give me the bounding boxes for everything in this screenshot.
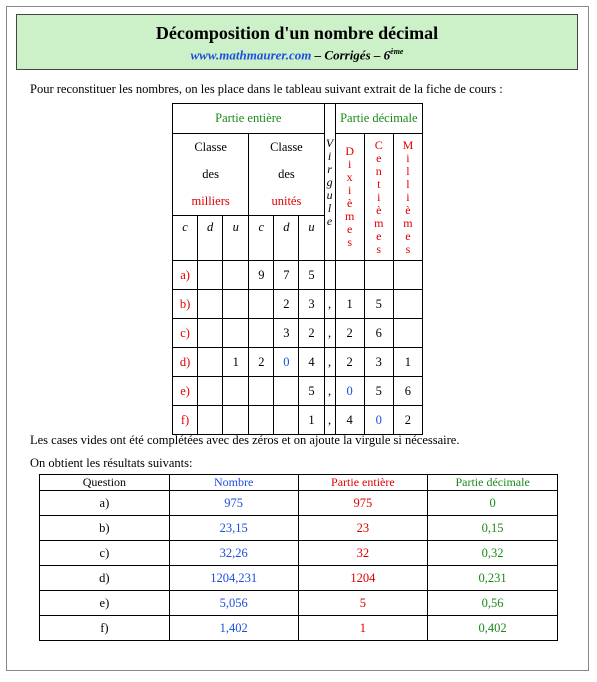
result-nombre: 5,056 (169, 591, 298, 616)
digit-cell (198, 290, 223, 319)
milliemes-header (393, 134, 422, 261)
centiemes-label: C e n t i è m e s (374, 137, 384, 256)
page-header (16, 14, 578, 70)
result-nombre: 1,402 (169, 616, 298, 641)
intro-text: Pour reconstituer les nombres, on les place dans le tableau suivant extrait de la fiche de cours : (30, 82, 503, 96)
digit-cell (198, 377, 223, 406)
digit-cell (393, 290, 422, 319)
row-label: d) (173, 348, 198, 377)
digit-cell: 3 (274, 319, 299, 348)
digit-cell (249, 406, 274, 435)
digit-cell: 2 (299, 319, 324, 348)
digit-cell: , (324, 348, 335, 377)
result-partie-decimale: 0,56 (428, 591, 558, 616)
place-value-table (172, 103, 423, 435)
milliers-label: milliers (191, 194, 230, 208)
table-row (40, 616, 558, 641)
result-partie-entiere: 5 (298, 591, 428, 616)
result-question: a) (40, 491, 170, 516)
header-partie-entiere: Partie entière (173, 104, 325, 134)
digit-cell: 3 (364, 348, 393, 377)
des-label: des (202, 167, 219, 181)
table-row (40, 541, 558, 566)
result-partie-entiere: 23 (298, 516, 428, 541)
digit-cell (198, 348, 223, 377)
digit-cell: 2 (393, 406, 422, 435)
digit-cell: 6 (393, 377, 422, 406)
digit-cell: 5 (299, 261, 324, 290)
digit-cell (223, 261, 249, 290)
digit-cell (223, 319, 249, 348)
classe-label: Classe (194, 140, 227, 154)
table-row (40, 516, 558, 541)
digit-cell: , (324, 290, 335, 319)
digit-cell (198, 406, 223, 435)
digit-cell (393, 319, 422, 348)
result-question: c) (40, 541, 170, 566)
digit-cell: 5 (364, 290, 393, 319)
subtitle-rest: – Corrigés – 6 (311, 47, 391, 63)
digit-cell: 2 (274, 290, 299, 319)
classe-label: Classe (270, 140, 303, 154)
digit-cell (249, 290, 274, 319)
table-row (40, 591, 558, 616)
digit-cell: 0 (364, 406, 393, 435)
result-nombre: 23,15 (169, 516, 298, 541)
row-label: b) (173, 290, 198, 319)
result-partie-decimale: 0,32 (428, 541, 558, 566)
result-partie-decimale: 0,402 (428, 616, 558, 641)
digit-cell: 5 (364, 377, 393, 406)
virgule-header (324, 104, 335, 261)
header-partie-decimale: Partie décimale (335, 104, 422, 134)
digit-cell: , (324, 377, 335, 406)
digit-cell: 1 (223, 348, 249, 377)
th-partie-decimale: Partie décimale (428, 475, 558, 491)
digit-cell (274, 377, 299, 406)
result-partie-entiere: 975 (298, 491, 428, 516)
row-label: a) (173, 261, 198, 290)
digit-cell (223, 377, 249, 406)
digit-cell: 0 (274, 348, 299, 377)
digit-cell (223, 406, 249, 435)
site-link[interactable]: www.mathmaurer.com (190, 47, 312, 63)
dixiemes-label: D i x i è m e s (344, 144, 355, 249)
result-partie-entiere: 1 (298, 616, 428, 641)
digit-cell (198, 261, 223, 290)
digit-cell (274, 406, 299, 435)
digit-cell: 6 (364, 319, 393, 348)
result-partie-decimale: 0,231 (428, 566, 558, 591)
digit-cell: 3 (299, 290, 324, 319)
digit-cell: 5 (299, 377, 324, 406)
digit-cell: 1 (299, 406, 324, 435)
result-nombre: 32,26 (169, 541, 298, 566)
row-label: f) (173, 406, 198, 435)
digit-cell: 1 (335, 290, 364, 319)
th-nombre: Nombre (169, 475, 298, 491)
result-partie-entiere: 32 (298, 541, 428, 566)
digit-cell (249, 319, 274, 348)
note-zeros: Les cases vides ont été complétées avec des zéros et on ajoute la virgule si nécessaire. (30, 433, 460, 447)
classe-unites (249, 134, 324, 216)
result-question: b) (40, 516, 170, 541)
th-partie-entiere: Partie entière (298, 475, 428, 491)
col-c: c (249, 216, 274, 261)
row-label: e) (173, 377, 198, 406)
result-question: d) (40, 566, 170, 591)
col-d: d (198, 216, 223, 261)
digit-cell (364, 261, 393, 290)
centiemes-header (364, 134, 393, 261)
digit-cell (393, 261, 422, 290)
milliemes-label: M i l l i è m e s (402, 137, 414, 256)
row-label: c) (173, 319, 198, 348)
col-u: u (299, 216, 324, 261)
page-title: Décomposition d'un nombre décimal (155, 23, 439, 43)
table-row (40, 566, 558, 591)
page-subtitle (17, 47, 577, 63)
digit-cell: 1 (393, 348, 422, 377)
digit-cell (335, 261, 364, 290)
result-question: e) (40, 591, 170, 616)
digit-cell (324, 261, 335, 290)
digit-cell: 0 (335, 377, 364, 406)
result-partie-decimale: 0,15 (428, 516, 558, 541)
col-u: u (223, 216, 249, 261)
result-nombre: 975 (169, 491, 298, 516)
des-label: des (278, 167, 295, 181)
digit-cell (198, 319, 223, 348)
col-c: c (173, 216, 198, 261)
result-partie-entiere: 1204 (298, 566, 428, 591)
unites-label: unités (271, 194, 302, 208)
th-question: Question (40, 475, 170, 491)
result-question: f) (40, 616, 170, 641)
digit-cell: , (324, 319, 335, 348)
result-nombre: 1204,231 (169, 566, 298, 591)
digit-cell: 2 (335, 319, 364, 348)
table-row (40, 491, 558, 516)
dixiemes-header (335, 134, 364, 261)
subtitle-sup: ème (390, 47, 404, 56)
classe-milliers (173, 134, 249, 216)
digit-cell: 4 (335, 406, 364, 435)
digit-cell (249, 377, 274, 406)
note-results: On obtient les résultats suivants: (30, 456, 193, 470)
digit-cell: 9 (249, 261, 274, 290)
digit-cell: 2 (335, 348, 364, 377)
digit-cell: 4 (299, 348, 324, 377)
col-d: d (274, 216, 299, 261)
digit-cell: 7 (274, 261, 299, 290)
result-partie-decimale: 0 (428, 491, 558, 516)
digit-cell (223, 290, 249, 319)
digit-cell: , (324, 406, 335, 435)
results-table (39, 474, 558, 641)
virgule-label: V i r g u l e (325, 135, 334, 228)
digit-cell: 2 (249, 348, 274, 377)
